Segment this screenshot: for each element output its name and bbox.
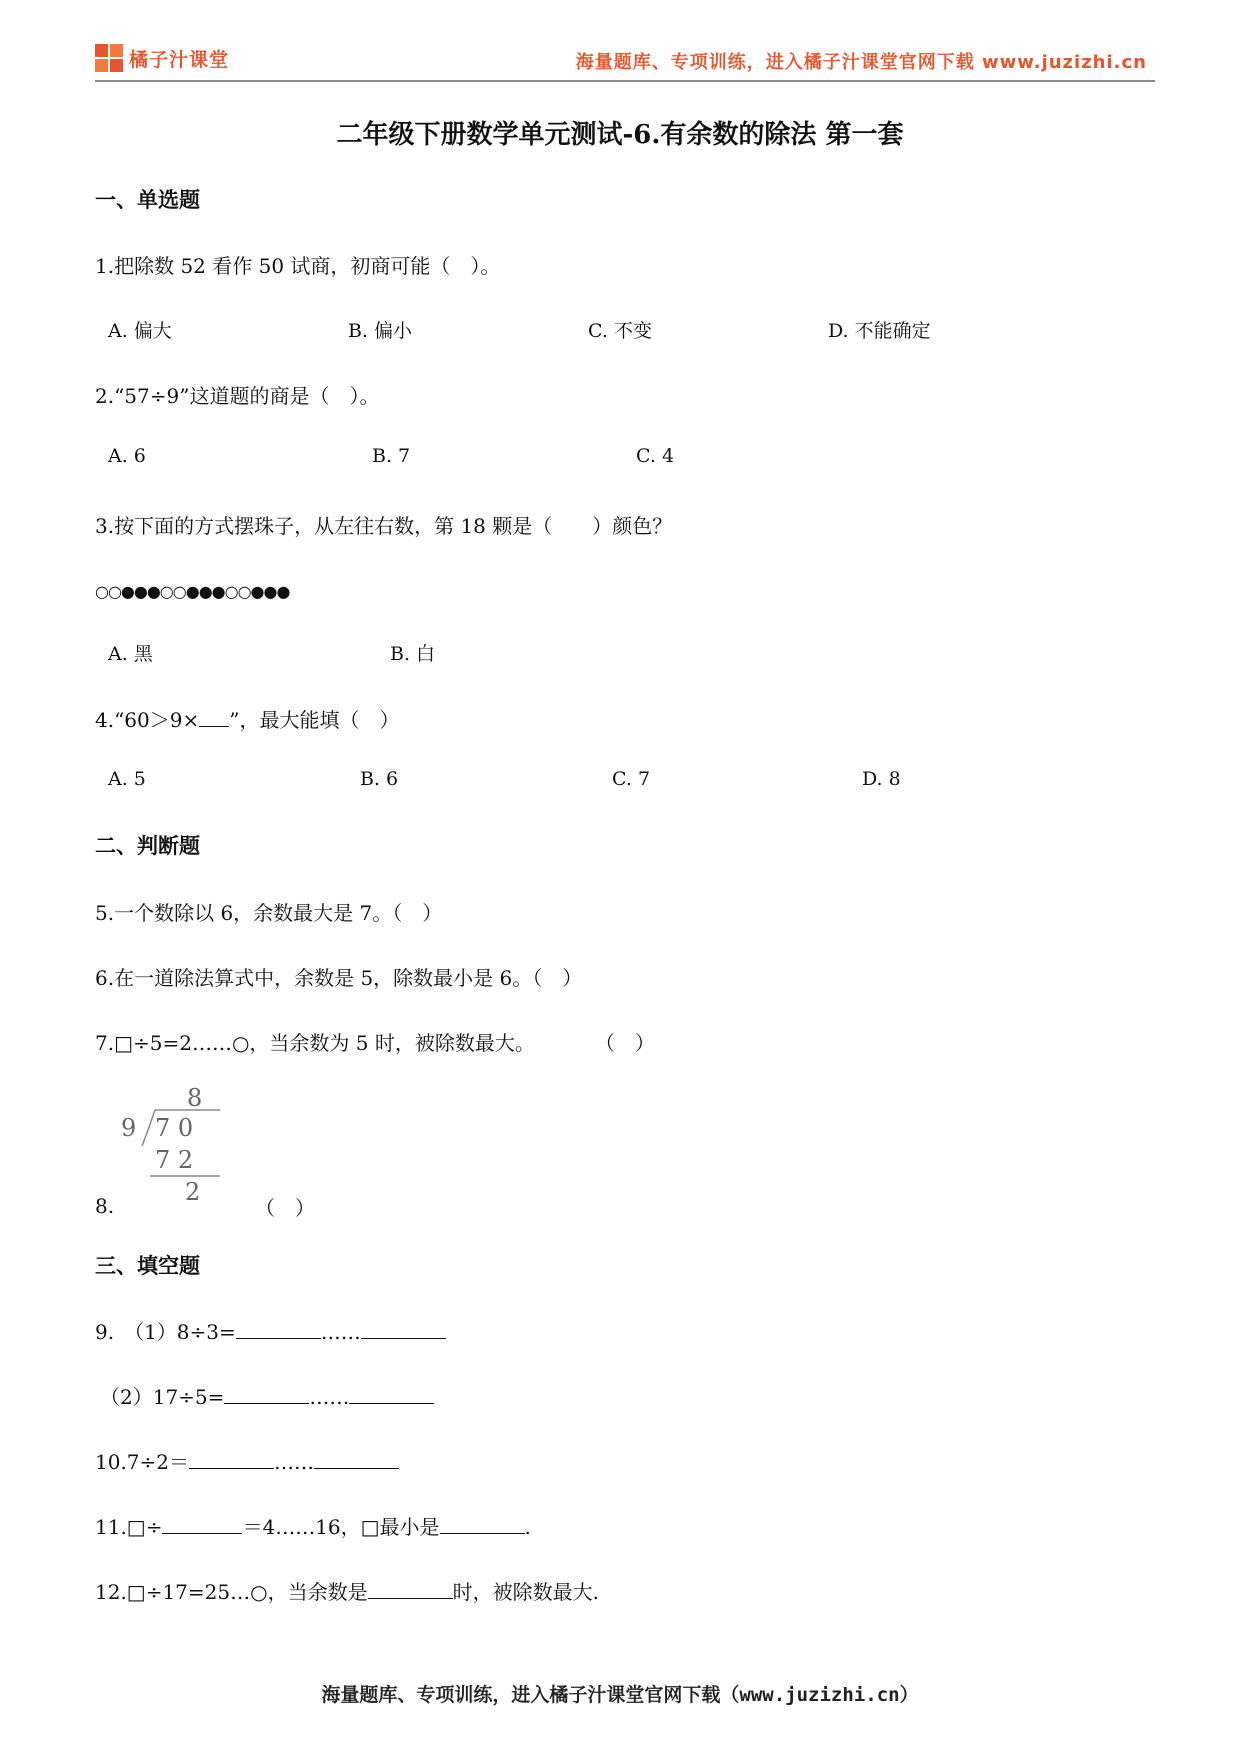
q4-option-a: A. 5 bbox=[108, 768, 146, 790]
header-slogan: 海量题库、专项训练，进入橘子汁课堂官网下载 www.juzizhi.cn bbox=[575, 52, 1147, 73]
page-footer: 海量题库、专项训练，进入橘子汁课堂官网下载（www.juzizhi.cn） bbox=[321, 1684, 919, 1706]
q12-text-a: 12.□÷17=25…○，当余数是 bbox=[95, 1580, 368, 1604]
q10-ellipsis: …… bbox=[274, 1450, 315, 1474]
q10-text: 10.7÷2＝ bbox=[95, 1450, 190, 1474]
q4-option-d: D. 8 bbox=[862, 768, 901, 790]
q12-blank bbox=[368, 1580, 453, 1599]
q9-blank-3 bbox=[224, 1385, 309, 1404]
q4-blank bbox=[199, 708, 229, 727]
logo bbox=[95, 44, 229, 72]
question-5: 5.一个数除以 6，余数最大是 7。（ ） bbox=[95, 901, 443, 925]
division-remainder: 2 bbox=[185, 1178, 201, 1206]
q4-text-b: ”，最大能填（ ） bbox=[229, 708, 400, 732]
q9-blank-1 bbox=[236, 1320, 321, 1339]
q4-option-c: C. 7 bbox=[612, 768, 651, 790]
q11-text-b: ＝4……16，□最小是 bbox=[242, 1515, 440, 1539]
q2-option-a: A. 6 bbox=[108, 445, 146, 467]
q9-blank-4 bbox=[349, 1385, 434, 1404]
section-true-false: 二、判断题 bbox=[95, 833, 200, 858]
question-9-part-2 bbox=[100, 1381, 434, 1410]
q1-option-b: B. 偏小 bbox=[348, 320, 413, 342]
q1-option-c: C. 不变 bbox=[588, 320, 652, 342]
q11-text-a: 11.□÷ bbox=[95, 1515, 163, 1539]
q4-option-b: B. 6 bbox=[360, 768, 399, 790]
q9-blank-2 bbox=[361, 1320, 446, 1339]
question-12 bbox=[95, 1576, 599, 1605]
question-2: 2.“57÷9”这道题的商是（ ）。 bbox=[95, 384, 380, 408]
question-4 bbox=[95, 704, 399, 733]
q9-part2-ellipsis: …… bbox=[309, 1385, 350, 1409]
q11-text-c: . bbox=[524, 1515, 531, 1539]
q1-option-a: A. 偏大 bbox=[108, 320, 172, 342]
q2-option-c: C. 4 bbox=[636, 445, 675, 467]
q11-blank-2 bbox=[440, 1515, 525, 1534]
division-divisor: 9 bbox=[121, 1114, 137, 1142]
q11-blank-1 bbox=[162, 1515, 242, 1534]
long-division-figure bbox=[115, 1084, 235, 1220]
question-6: 6.在一道除法算式中，余数是 5，除数最小是 6。（ ） bbox=[95, 966, 583, 990]
q1-option-d: D. 不能确定 bbox=[828, 320, 931, 342]
q2-option-b: B. 7 bbox=[372, 445, 411, 467]
page-title: 二年级下册数学单元测试-6.有余数的除法 第一套 bbox=[336, 120, 904, 150]
q10-blank-2 bbox=[314, 1450, 399, 1469]
q7-paren: （ ） bbox=[594, 1031, 655, 1055]
division-product: 7 2 bbox=[155, 1146, 194, 1174]
q3-option-b: B. 白 bbox=[390, 643, 436, 665]
question-11 bbox=[95, 1511, 531, 1540]
bead-sequence: ○○●●●○○●●●○○●●● bbox=[95, 582, 290, 601]
question-3: 3.按下面的方式摆珠子，从左往右数，第 18 颗是（ ）颜色？ bbox=[95, 514, 673, 538]
logo-icon bbox=[95, 44, 123, 72]
q10-blank-1 bbox=[189, 1450, 274, 1469]
question-9-part-1 bbox=[95, 1316, 446, 1345]
q9-part2-text: （2）17÷5= bbox=[100, 1385, 225, 1409]
logo-text: 橘子汁课堂 bbox=[129, 48, 230, 71]
question-1: 1.把除数 52 看作 50 试商，初商可能（ ）。 bbox=[95, 254, 501, 278]
division-dividend: 7 0 bbox=[155, 1114, 194, 1142]
question-10 bbox=[95, 1446, 399, 1475]
q3-option-a: A. 黑 bbox=[108, 643, 153, 665]
question-8-paren: （ ） bbox=[255, 1196, 315, 1220]
question-7 bbox=[95, 1027, 655, 1056]
q12-text-b: 时，被除数最大. bbox=[452, 1580, 599, 1604]
q7-text: 7.□÷5=2……○，当余数为 5 时，被除数最大。 bbox=[95, 1031, 535, 1055]
question-8-label: 8. bbox=[95, 1194, 115, 1218]
q9-part1-text: 9. （1）8÷3= bbox=[95, 1320, 236, 1344]
section-single-choice: 一、单选题 bbox=[95, 187, 200, 212]
q4-text-a: 4.“60＞9× bbox=[95, 708, 200, 732]
q9-part1-ellipsis: …… bbox=[320, 1320, 361, 1344]
section-fill-blank: 三、填空题 bbox=[95, 1253, 200, 1278]
page-header bbox=[95, 40, 1155, 82]
division-quotient: 8 bbox=[187, 1084, 203, 1112]
